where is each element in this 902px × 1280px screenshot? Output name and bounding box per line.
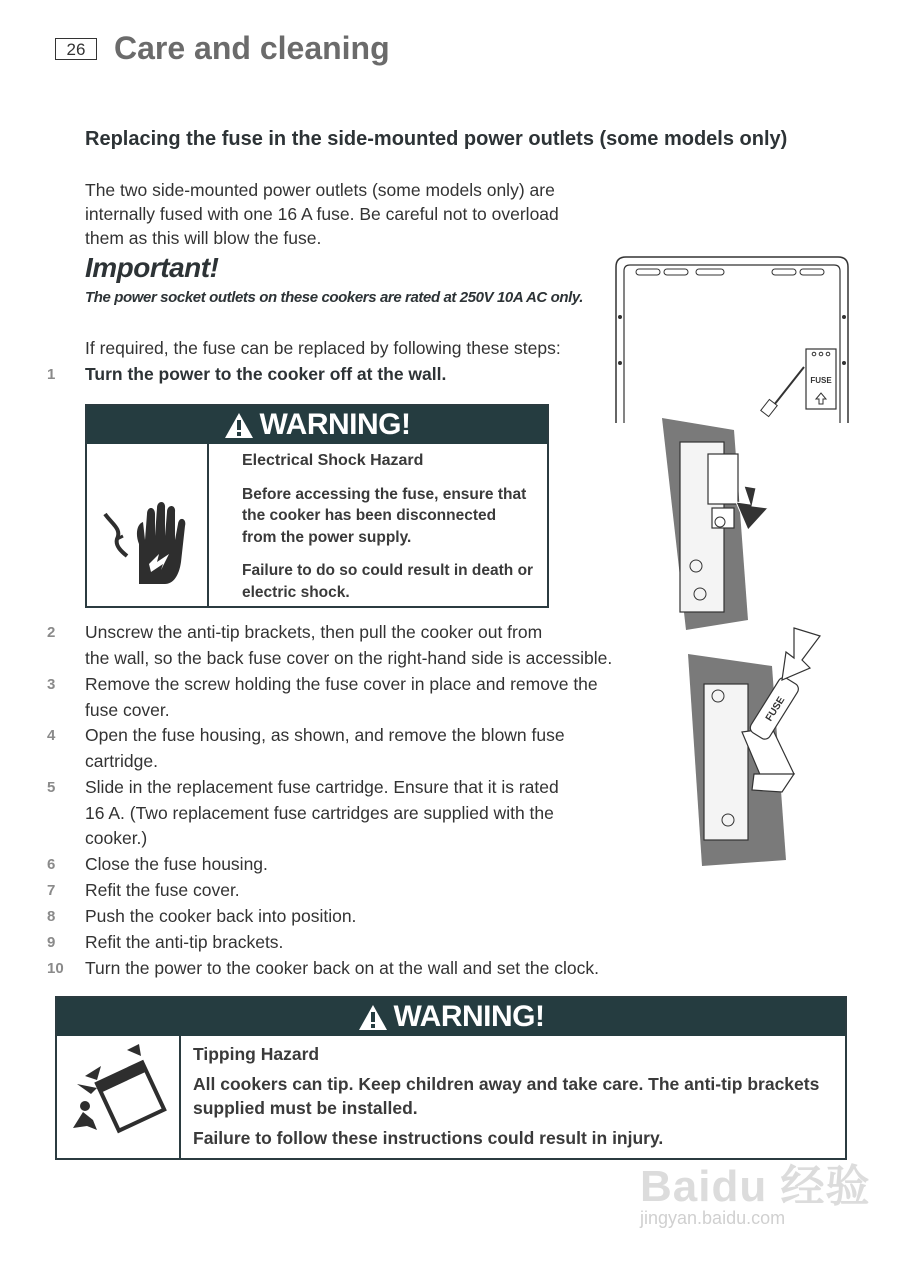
step-text: Open the fuse housing, as shown, and remove the blown fuse [85,725,565,745]
warning-text [242,450,542,615]
section-title: Replacing the fuse in the side-mounted power outlets (some models only) [85,128,788,150]
step-number: 1 [47,366,56,383]
warning-header [87,406,547,444]
step-item [0,930,640,956]
watermark-logo: Baidu 经验 [640,1162,871,1211]
step-number: 7 [47,882,56,899]
steps-intro: If required, the fuse can be replaced by following these steps: [85,338,561,358]
step-item [0,878,640,904]
warning-triangle-icon [358,1004,388,1031]
fuse-housing-open-illustration [660,416,780,632]
icon-cell [87,444,209,606]
step-number: 5 [47,779,56,796]
step-item [0,672,640,724]
step-text: cartridge. [85,750,158,771]
fuse-label: FUSE [810,376,832,385]
step-number: 2 [47,624,56,641]
watermark-url: jingyan.baidu.com [640,1208,786,1228]
tipping-warning-box [55,996,847,1160]
important-heading: Important! [85,252,219,283]
step-number: 9 [47,934,56,951]
step-text: Refit the anti-tip brackets. [85,932,284,952]
step-item [0,852,640,878]
watermark [640,1150,871,1228]
step-text: Turn the power to the cooker back on at the wall and set the clock. [85,958,599,978]
step-text: Refit the fuse cover. [85,880,240,900]
warning-header [57,998,845,1036]
intro-line: The two side-mounted power outlets (some models only) are [85,180,555,200]
step-number: 3 [47,676,56,693]
step-text: 16 A. (Two replacement fuse cartridges are supplied with the [85,802,554,823]
step-number: 8 [47,908,56,925]
step-text: Close the fuse housing. [85,854,268,874]
hazard-title: Tipping Hazard [193,1044,320,1064]
intro-line: them as this will blow the fuse. [85,228,322,248]
step-text: Push the cooker back into position. [85,906,357,926]
page-title: Care and cleaning [114,30,390,66]
important-note: The power socket outlets on these cookers are rated at 250V 10A AC only. [85,289,584,306]
step-text: cooker.) [85,828,148,848]
page-number: 26 [55,38,97,60]
tipping-cooker-icon [57,1036,179,1160]
step-item [0,620,640,672]
warning-label: WARNING! [259,408,411,441]
step-text: the wall, so the back fuse cover on the right-hand side is accessible. [85,647,613,668]
step-number: 6 [47,856,56,873]
cooker-rear-illustration [612,255,852,425]
warning-text [193,1042,833,1156]
step-item [0,956,640,982]
fuse-cartridge-label: FUSE [763,694,788,724]
step-item [0,723,640,775]
warning-triangle-icon [224,412,254,439]
step-text: Turn the power to the cooker off at the wall. [85,364,447,384]
intro-line: internally fused with one 16 A fuse. Be careful not to overload [85,204,559,224]
warning-paragraph: Failure to follow these instructions could result in injury. [193,1128,664,1148]
step-text: Remove the screw holding the fuse cover in place and remove the [85,674,598,694]
step-text: Unscrew the anti-tip brackets, then pull the cooker out from [85,622,543,642]
hazard-title: Electrical Shock Hazard [242,452,424,469]
icon-cell [57,1036,181,1158]
electric-shock-hand-icon [87,444,207,608]
warning-paragraph: All cookers can tip. Keep children away and take care. The anti-tip brackets supplied must be installed. [193,1074,820,1118]
step-number: 4 [47,727,56,744]
warning-paragraph: Before accessing the fuse, ensure that the cooker has been disconnected from the power supply. [242,485,527,546]
warning-paragraph: Failure to do so could result in death or electric shock. [242,562,534,601]
step-item [0,904,640,930]
intro-paragraph [85,178,605,250]
fuse-insertion-illustration [682,624,832,872]
step-number: 10 [47,960,64,977]
step-item [0,775,640,853]
step-text: fuse cover. [85,699,170,720]
warning-label: WARNING! [393,1000,545,1033]
step-text: Slide in the replacement fuse cartridge. Ensure that it is rated [85,777,559,797]
electrical-warning-box [85,404,549,608]
step-item [0,362,640,388]
